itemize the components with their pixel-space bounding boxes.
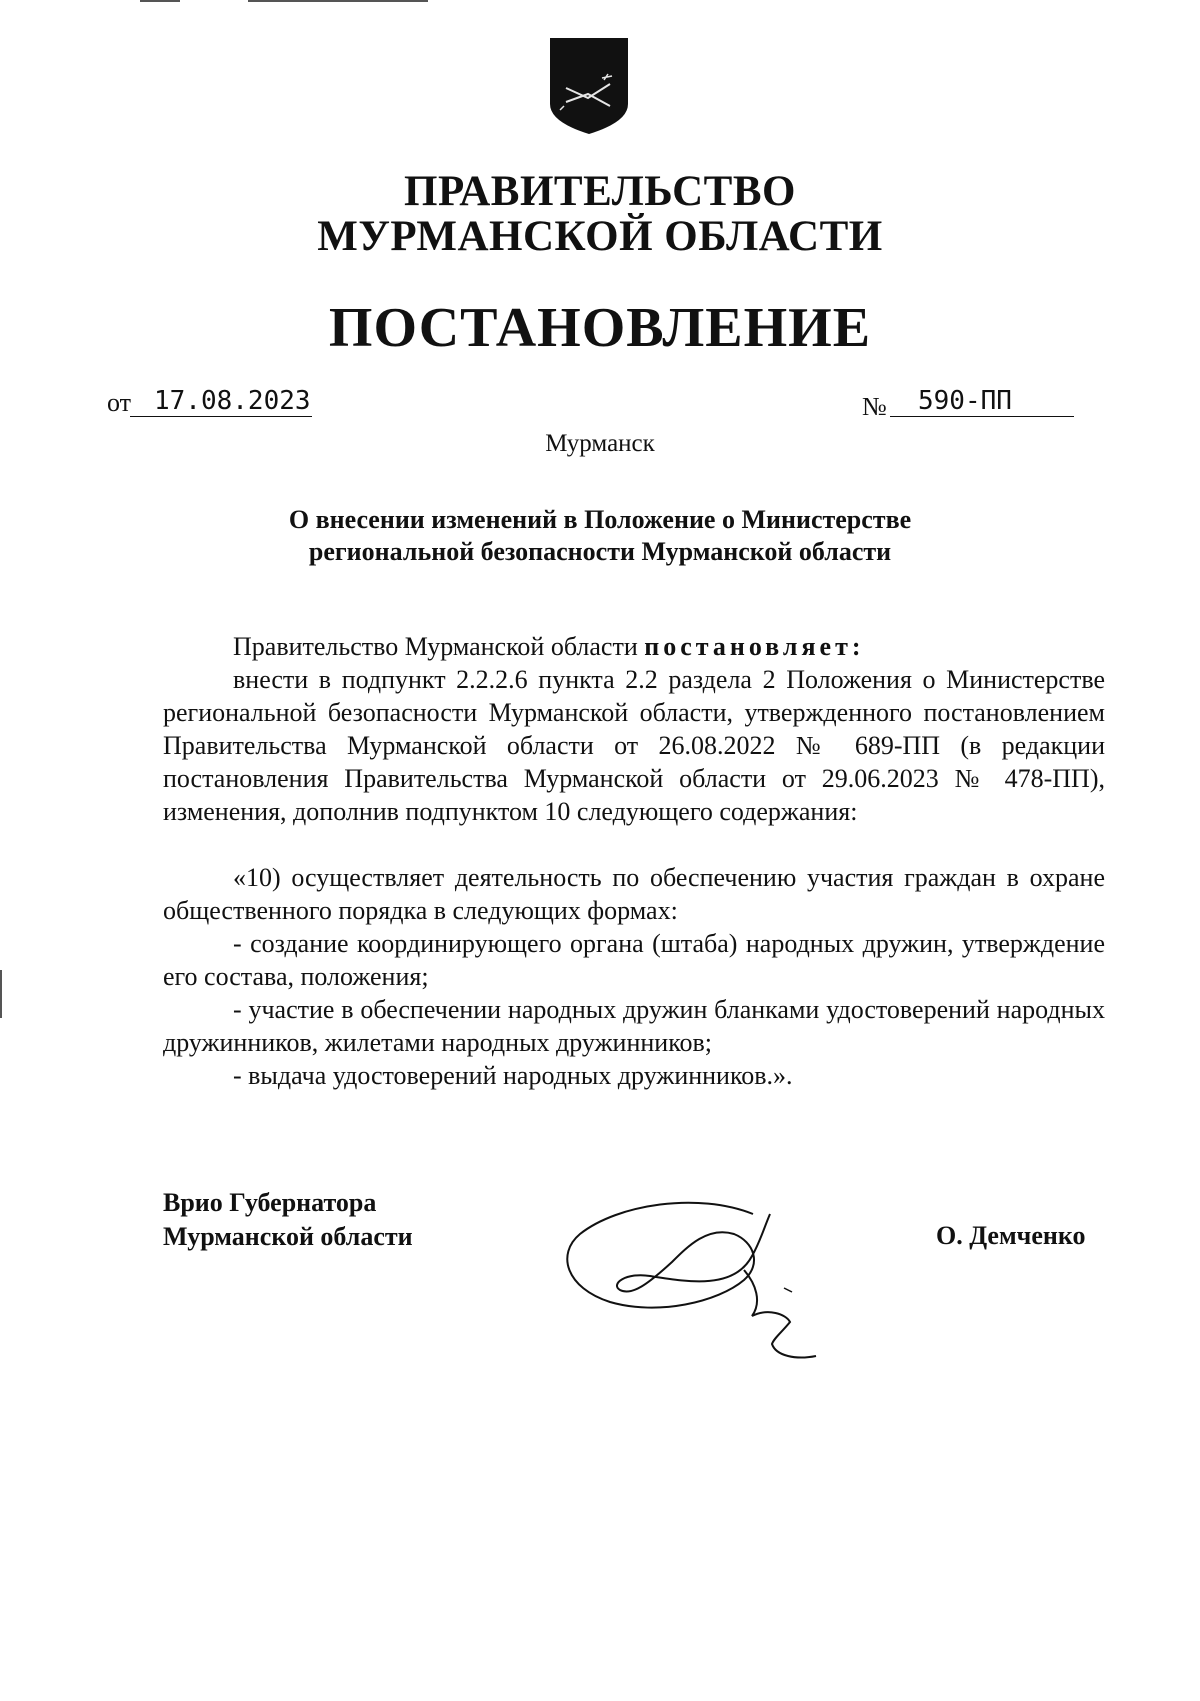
document-title-line-2: региональной безопасности Мурманской области xyxy=(308,537,892,566)
decree-paragraph xyxy=(163,630,1105,663)
main-paragraph: внести в подпункт 2.2.2.6 пункта 2.2 раздела 2 Положения о Министерстве региональной безопасности Мурманской области, утвержденного постановлением Правительства Мурманской области от 26.08.2022 № 689-ПП (в редакции постановления Правительства Мурманской области от 29.06.2023 № 478-ПП), изменения, дополнив подпунктом 10 следующего содержания: xyxy=(163,665,1105,826)
signatory-position-line-2: Мурманской области xyxy=(163,1222,413,1251)
signatory-name: О. Демченко xyxy=(936,1221,1086,1250)
handwritten-signature xyxy=(548,1184,898,1359)
decree-word: постановляет: xyxy=(644,632,865,661)
scan-mark xyxy=(140,0,180,2)
list-item: - выдача удостоверений народных дружинников.». xyxy=(233,1061,793,1090)
document-date: 17.08.2023 xyxy=(130,386,312,417)
city: Мурманск xyxy=(545,430,655,457)
list-item: - участие в обеспечении народных дружин бланками удостоверений народных дружинников, жилетами народных дружинников; xyxy=(163,995,1105,1057)
decree-intro: Правительство Мурманской области xyxy=(233,632,645,661)
list-item: - создание координирующего органа (штаба) народных дружин, утверждение его состава, положения; xyxy=(163,929,1105,991)
scan-edge-mark xyxy=(0,970,2,1018)
government-subtitle: МУРМАНСКОЙ ОБЛАСТИ xyxy=(317,213,883,260)
date-label: от xyxy=(107,388,132,417)
document-number: 590-ПП xyxy=(890,386,1074,417)
coat-of-arms-icon xyxy=(548,36,630,136)
government-title: ПРАВИТЕЛЬСТВО xyxy=(404,168,796,215)
number-label: № xyxy=(862,392,887,421)
signatory-position xyxy=(163,1186,413,1254)
item-10-paragraph: «10) осуществляет деятельность по обеспечению участия граждан в охране общественного порядка в следующих формах: xyxy=(163,863,1105,925)
signatory-position-line-1: Врио Губернатора xyxy=(163,1188,377,1217)
document-type: ПОСТАНОВЛЕНИЕ xyxy=(328,297,872,359)
scan-mark xyxy=(248,0,428,2)
document-title-line-1: О внесении изменений в Положение о Министерстве xyxy=(288,505,912,534)
